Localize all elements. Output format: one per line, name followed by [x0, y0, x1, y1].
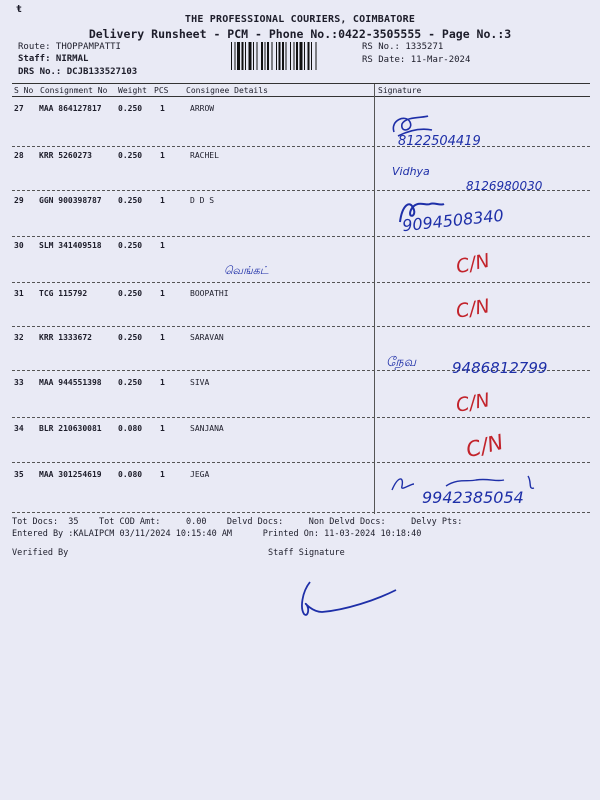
- row-sno: 28: [14, 151, 24, 160]
- row-consignment: KRR 5260273: [39, 151, 92, 160]
- row-consignment: KRR 1333672: [39, 333, 92, 342]
- row-consignee: ARROW: [190, 104, 215, 113]
- row-pcs: 1: [160, 289, 165, 298]
- totals-line: Tot Docs: 35 Tot COD Amt: 0.00 Delvd Docs: Non Delvd Docs: Delvy Pts:: [12, 517, 463, 527]
- row-sno: 32: [14, 333, 24, 342]
- handwritten-cn-mark: C/N: [463, 429, 506, 463]
- corner-mark: ŧ: [16, 4, 23, 15]
- col-pcs: PCS: [154, 86, 169, 95]
- row-weight: 0.250: [118, 196, 143, 205]
- company-title: THE PROFESSIONAL COURIERS, COIMBATORE: [184, 14, 416, 25]
- handwritten-phone: 8122504419: [398, 134, 481, 149]
- row-pcs: 1: [160, 241, 165, 250]
- row-separator: [12, 512, 590, 513]
- row-separator: [12, 146, 590, 147]
- row-separator: [12, 282, 590, 283]
- row-consignee: JEGA: [190, 470, 210, 479]
- row-consignment: MAA 301254619: [39, 470, 102, 479]
- row-consignment: MAA 864127817: [39, 104, 102, 113]
- handwritten-name: நேவ: [386, 355, 417, 370]
- row-weight: 0.250: [118, 333, 143, 342]
- staff-signature-scribble: [296, 578, 406, 620]
- row-separator: [12, 326, 590, 327]
- barcode: [231, 42, 353, 70]
- handwritten-phone: 8126980030: [466, 179, 543, 193]
- rs-date: RS Date: 11-Mar-2024: [362, 55, 471, 65]
- row-weight: 0.080: [118, 424, 143, 433]
- handwritten-phone: 9486812799: [452, 359, 548, 377]
- row-sno: 27: [14, 104, 24, 113]
- row-consignment: MAA 944551398: [39, 378, 102, 387]
- col-sno: S No: [14, 86, 34, 95]
- row-consignment: GGN 900398787: [39, 196, 102, 205]
- staff-label: Staff: NIRMAL: [18, 54, 89, 64]
- row-pcs: 1: [160, 196, 165, 205]
- handwritten-cn-mark: C/N: [454, 295, 492, 323]
- route-label: Route: THOPPAMPATTI: [18, 42, 121, 52]
- handwritten-name: வெங்கட்: [224, 264, 269, 277]
- row-weight: 0.250: [118, 241, 143, 250]
- col-signature: Signature: [378, 86, 422, 95]
- handwritten-cn-mark: C/N: [454, 249, 492, 279]
- row-consignment: BLR 210630081: [39, 424, 102, 433]
- row-sno: 30: [14, 241, 24, 250]
- row-pcs: 1: [160, 378, 165, 387]
- row-consignee: RACHEL: [190, 151, 219, 160]
- runsheet-title: Delivery Runsheet - PCM - Phone No.:0422-3505555 - Page No.:3: [88, 27, 512, 41]
- row-consignment: TCG 115792: [39, 289, 88, 298]
- row-separator: [12, 236, 590, 237]
- row-sno: 35: [14, 470, 24, 479]
- row-weight: 0.250: [118, 151, 143, 160]
- drs-number: DRS No.: DCJB133527103: [18, 67, 138, 77]
- row-pcs: 1: [160, 104, 165, 113]
- verified-by-label: Verified By: [12, 548, 69, 558]
- row-weight: 0.250: [118, 378, 143, 387]
- row-weight: 0.250: [118, 289, 143, 298]
- table-top-rule: [12, 83, 590, 84]
- row-pcs: 1: [160, 151, 165, 160]
- row-pcs: 1: [160, 333, 165, 342]
- row-sno: 33: [14, 378, 24, 387]
- row-consignment: SLM 341409518: [39, 241, 102, 250]
- handwritten-phone: 9942385054: [422, 488, 524, 507]
- row-weight: 0.250: [118, 104, 143, 113]
- col-consignment: Consignment No: [40, 86, 108, 95]
- staff-signature-label: Staff Signature: [268, 548, 345, 558]
- handwritten-name: Vidhya: [392, 165, 430, 178]
- row-consignee: SANJANA: [190, 424, 224, 433]
- row-weight: 0.080: [118, 470, 143, 479]
- row-consignee: SIVA: [190, 378, 210, 387]
- handwritten-cn-mark: C/N: [454, 389, 492, 417]
- table-header-rule: [12, 96, 590, 97]
- handwritten-phone: 9094508340: [401, 205, 505, 236]
- row-consignee: SARAVAN: [190, 333, 224, 342]
- row-pcs: 1: [160, 470, 165, 479]
- col-weight: Weight: [118, 86, 147, 95]
- row-pcs: 1: [160, 424, 165, 433]
- row-consignee: D D S: [190, 196, 215, 205]
- row-sno: 31: [14, 289, 24, 298]
- signature-column-divider: [374, 84, 375, 514]
- row-sno: 34: [14, 424, 24, 433]
- rs-number: RS No.: 1335271: [362, 42, 444, 52]
- entered-by-line: Entered By :KALAIPCM 03/11/2024 10:15:40 AM Printed On: 11-03-2024 10:18:40: [12, 529, 422, 539]
- row-separator: [12, 462, 590, 463]
- col-consignee: Consignee Details: [186, 86, 268, 95]
- row-sno: 29: [14, 196, 24, 205]
- row-separator: [12, 417, 590, 418]
- row-consignee: BOOPATHI: [190, 289, 229, 298]
